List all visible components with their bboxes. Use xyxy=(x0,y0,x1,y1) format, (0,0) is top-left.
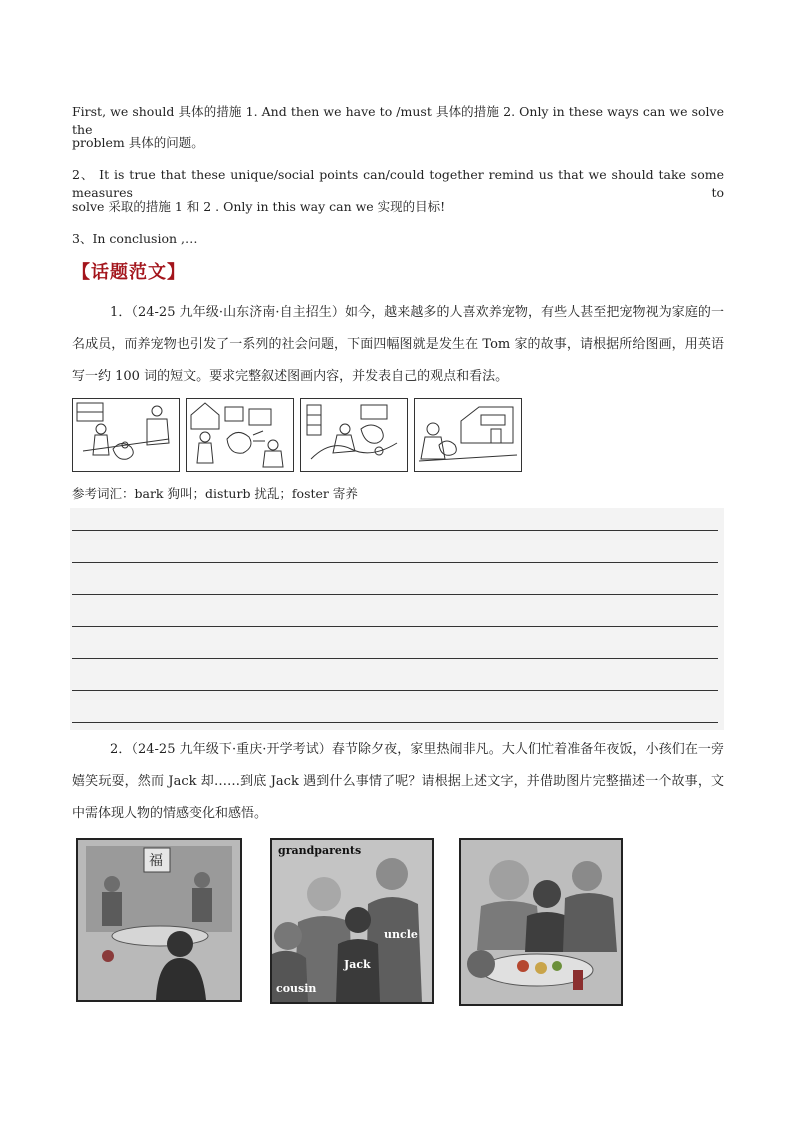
jack-label: Jack xyxy=(344,958,371,971)
cartoon-panel-1 xyxy=(72,398,180,472)
writing-line xyxy=(72,690,718,691)
template-line-1: First, we should 具体的措施 1. And then we have to /must 具体的措施 2. Only in these ways can we solve the xyxy=(72,104,724,137)
writing-line xyxy=(72,658,718,659)
writing-line xyxy=(72,562,718,563)
grandparents-label: grandparents xyxy=(278,844,362,857)
vocabulary-hint: 参考词汇：bark 狗叫；disturb 扰乱；foster 寄养 xyxy=(72,486,358,501)
question-2-text: 2．（24-25 九年级下·重庆·开学考试）春节除夕夜，家里热闹非凡。大人们忙着准备年夜饭，小孩们在一旁嬉笑玩耍，然而 Jack 却……到底 Jack 遇到什么事情了呢？请根据上述文字，并借助图片完整描述一个故事，文中需体现人物的情感变化和感悟。 xyxy=(72,742,724,821)
question-1-text: 1．（24-25 九年级·山东济南·自主招生）如今，越来越多的人喜欢养宠物，有些人甚至把宠物视为家庭的一名成员，而养宠物也引发了一系列的社会问题，下面四幅图就是发生在 Tom 家的故事，请根据所给图画，用英语写一约 100 词的短文。要求完整叙述图画内容，并发表自己的观点和看法。 xyxy=(72,305,724,384)
cartoon-panel-3 xyxy=(300,398,408,472)
writing-line xyxy=(72,626,718,627)
cousin-label: cousin xyxy=(276,982,317,995)
writing-line xyxy=(72,722,718,723)
template-line-5: 3、In conclusion ,… xyxy=(72,231,198,246)
cartoon-panel-4 xyxy=(414,398,522,472)
fu-label: 福 xyxy=(149,853,163,869)
story-picture-3 xyxy=(459,838,623,1006)
template-line-4: solve 采取的措施 1 和 2 . Only in this way can we 实现的目标! xyxy=(72,199,446,214)
story-picture-2 xyxy=(270,838,434,1004)
story-picture-1 xyxy=(76,838,242,1002)
writing-line xyxy=(72,594,718,595)
uncle-label: uncle xyxy=(384,928,418,941)
cartoon-panel-2 xyxy=(186,398,294,472)
section-title: 【话题范文】 xyxy=(72,262,186,283)
writing-line xyxy=(72,530,718,531)
writing-area[interactable] xyxy=(70,508,724,730)
template-line-2: problem 具体的问题。 xyxy=(72,135,204,150)
template-line-3: 2、 It is true that these unique/social points can/could together remind us that we should take some measures to xyxy=(72,167,724,200)
